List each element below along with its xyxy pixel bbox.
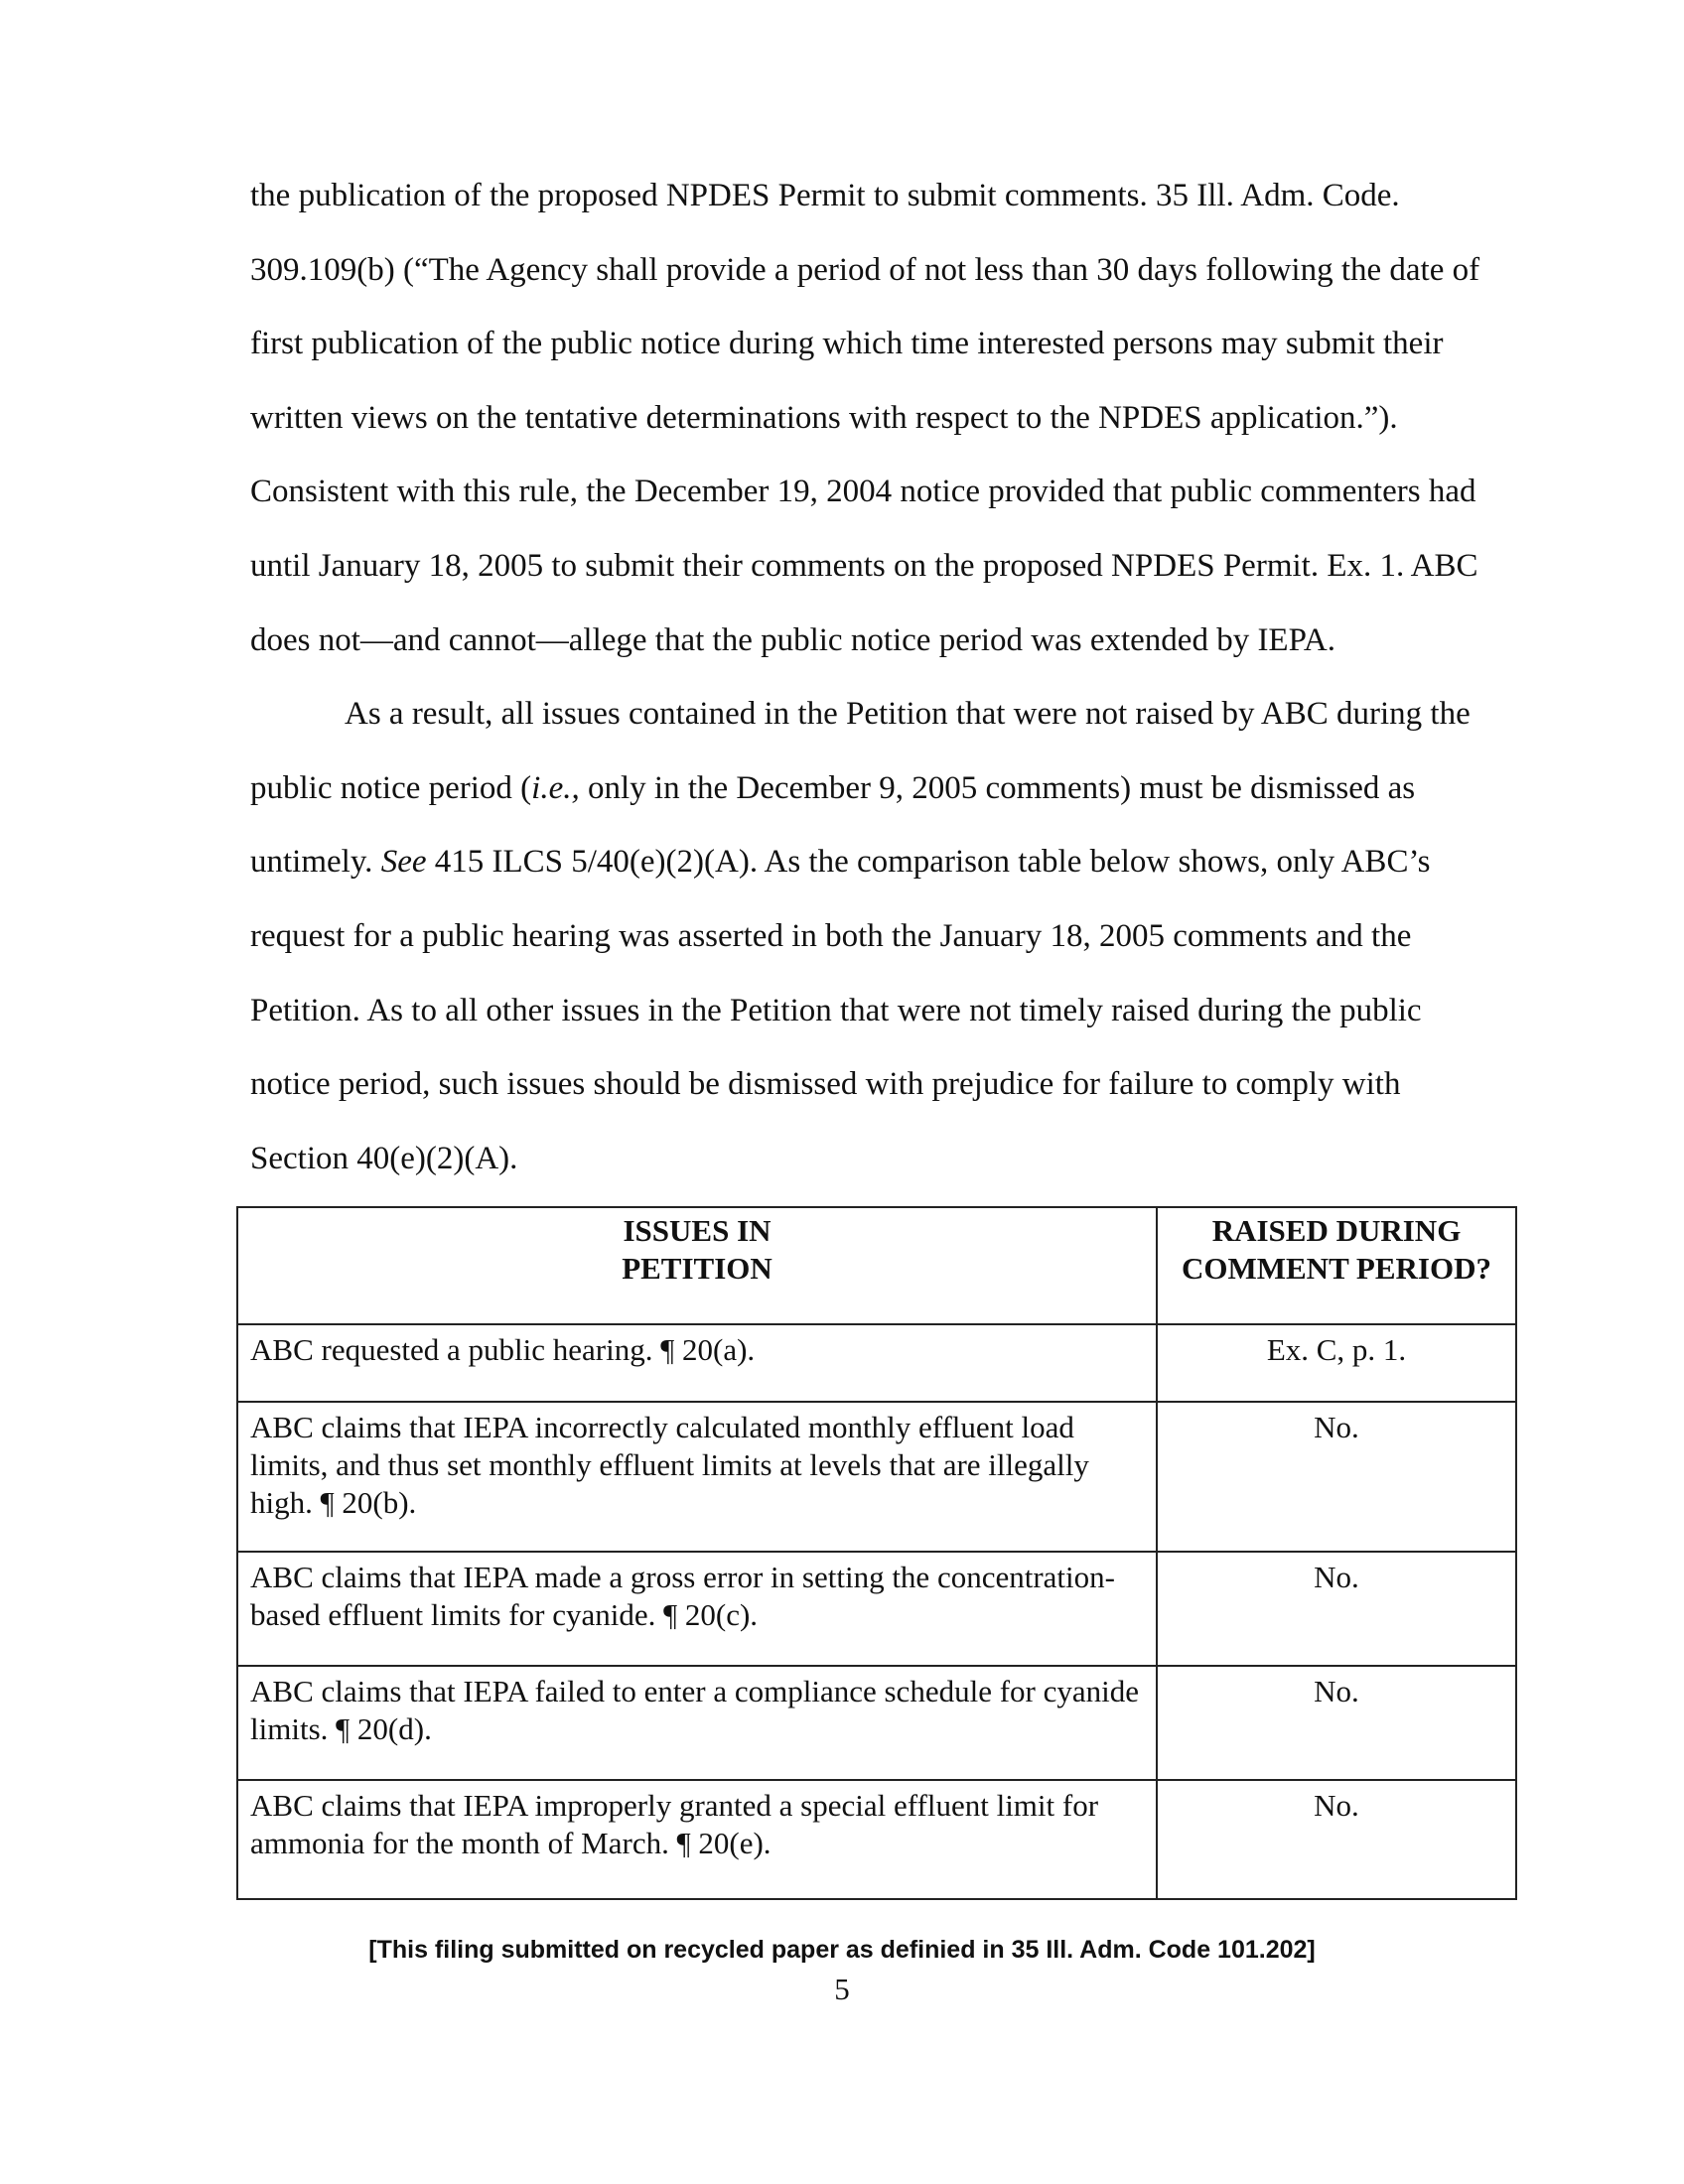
table-row <box>237 1780 1516 1899</box>
issue-cell: ABC claims that IEPA failed to enter a compliance schedule for cyanide limits. ¶ 20(d). <box>237 1666 1157 1780</box>
recycled-paper-note: [This filing submitted on recycled paper as definied in 35 Ill. Adm. Code 101.202] <box>368 1936 1316 1964</box>
issue-cell: ABC claims that IEPA incorrectly calculated monthly effluent load limits, and thus set monthly effluent limits at levels that are illegally high. ¶ 20(b). <box>237 1402 1157 1552</box>
raised-cell: No. <box>1157 1402 1516 1552</box>
issue-cell: ABC claims that IEPA improperly granted a special effluent limit for ammonia for the month of March. ¶ 20(e). <box>237 1780 1157 1899</box>
table-row <box>237 1552 1516 1666</box>
paragraph-2-part-a: As a result, all issues contained in the Petition that were not raised by ABC during the public notice period ( <box>250 696 1471 806</box>
table-row <box>237 1324 1516 1402</box>
header-issues-line-2: PETITION <box>622 1251 772 1286</box>
page-number: 5 <box>834 1972 850 2006</box>
table-header-row <box>237 1207 1516 1324</box>
issue-cell: ABC claims that IEPA made a gross error in setting the concentration-based effluent limits for cyanide. ¶ 20(c). <box>237 1552 1157 1666</box>
header-raised-line-2: COMMENT PERIOD? <box>1181 1251 1491 1286</box>
paragraph-2-part-b: only in the December 9, 2005 comments) must be dismissed as untimely. <box>250 769 1416 881</box>
issues-comparison-table <box>236 1206 1517 1900</box>
raised-cell: No. <box>1157 1552 1516 1666</box>
header-issues-line-1: ISSUES IN <box>623 1213 772 1248</box>
paragraph-2-ie: i.e., <box>531 769 580 806</box>
paragraph-2-part-c: 415 ILCS 5/40(e)(2)(A). As the comparison table below shows, only ABC’s request for a public hearing was asserted in both the January 18, 2005 comments and the Petition. As to all other issues in the Petition that were not timely raised during the public notice period, such issues should be dismissed with prejudice for failure to comply with Section 40(e)(2)(A). <box>250 844 1431 1176</box>
issue-cell: ABC requested a public hearing. ¶ 20(a). <box>237 1324 1157 1402</box>
header-raised-during-comment-period <box>1157 1207 1516 1324</box>
raised-cell: No. <box>1157 1666 1516 1780</box>
body-text <box>250 159 1501 1195</box>
table-row <box>237 1402 1516 1552</box>
table-row <box>237 1666 1516 1780</box>
header-issues-in-petition <box>237 1207 1157 1324</box>
raised-cell: Ex. C, p. 1. <box>1157 1324 1516 1402</box>
paragraph-2-see: See <box>380 844 427 881</box>
raised-cell: No. <box>1157 1780 1516 1899</box>
paragraph-1: the publication of the proposed NPDES Permit to submit comments. 35 Ill. Adm. Code. 309.109(b) (“The Agency shall provide a period of not less than 30 days following the date of first publication of the public notice during which time interested persons may submit their written views on the tentative determinations with respect to the NPDES application.”). Consistent with this rule, the December 19, 2004 notice provided that public commenters had until January 18, 2005 to submit their comments on the proposed NPDES Permit. Ex. 1. ABC does not—and cannot—allege that the public notice period was extended by IEPA. <box>250 178 1480 658</box>
paragraph-2 <box>250 677 1501 1195</box>
header-raised-line-1: RAISED DURING <box>1211 1213 1462 1248</box>
